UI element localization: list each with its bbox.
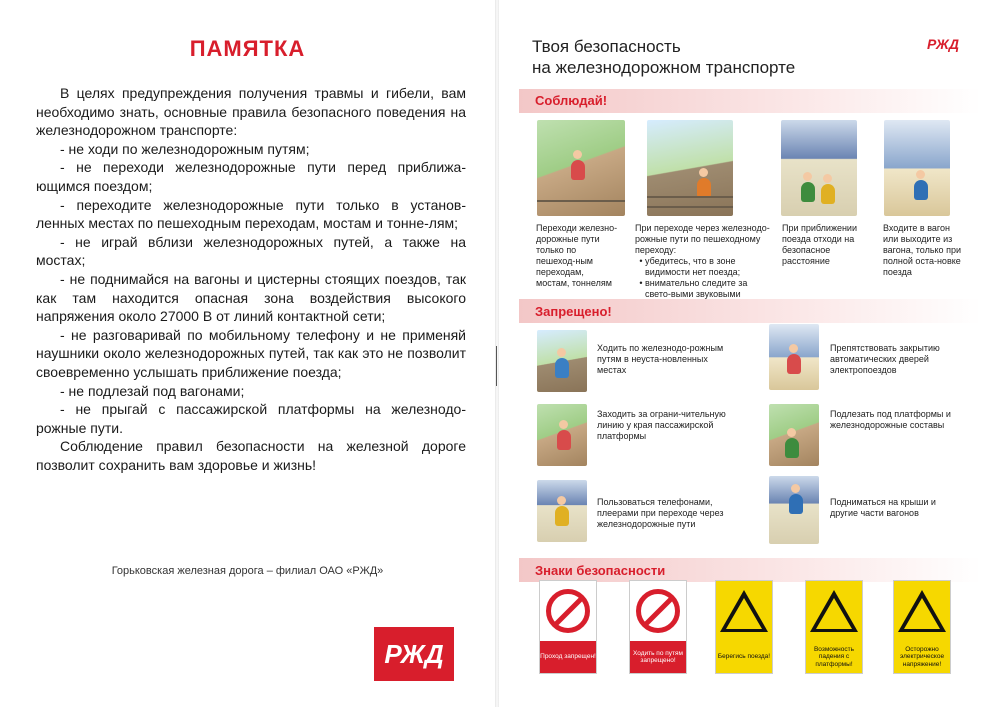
forbidden-heading: Запрещено! xyxy=(535,304,612,319)
right-page xyxy=(499,0,981,707)
sign-no-walking-tracks xyxy=(629,580,687,674)
observe-bullet: • убедитесь, что в зоне видимости нет поезда; xyxy=(645,256,773,278)
observe-caption: При переходе через железнодо-рожные пути по пешеходному переходу: • убедитесь, что в зоне видимости нет поезда; • внимательно следите за свето-выми звуковыми xyxy=(635,223,773,311)
memo-title: ПАМЯТКА xyxy=(189,36,306,61)
sign-label: Берегись поезда! xyxy=(716,641,772,673)
forbidden-item: Заходить за ограни-чительную линию у края пассажирской платформы xyxy=(597,409,726,441)
illustration-pedestrian-crossing xyxy=(647,120,733,216)
train-warning-icon xyxy=(720,590,768,632)
sign-label: Проход запрещен! xyxy=(540,641,596,673)
memo-rule: - не прыгай с пассажирской платформы на железнодо-рожные пути. xyxy=(36,401,466,436)
memo-rule: - не переходи железнодорожные пути перед приближа-ющимся поездом; xyxy=(36,159,466,194)
memo-rule: - переходите железнодорожные пути только в установ-ленных местах по пешеходным переходам, мостам и тонне-лям; xyxy=(36,196,466,232)
forbidden-item: Препятствовать закрытию автоматических дверей электропоездов xyxy=(830,343,940,375)
memo-rule: - не подлезай под вагонами; xyxy=(60,382,245,399)
observe-caption: Входите в вагон или выходите из вагона, только при полной оста-новке поезда xyxy=(883,223,961,277)
sign-label: Возможность падения с платформы! xyxy=(806,641,862,673)
sign-platform-fall xyxy=(805,580,863,674)
safety-title-line2: на железнодорожном транспорте xyxy=(532,58,796,77)
observe-caption: При приближении поезда отходи на безопасное расстояние xyxy=(782,223,857,266)
forbidden-item: Подниматься на крыши и другие части вагонов xyxy=(830,497,936,518)
memo-rule: - не разговаривай по мобильному телефону и не применяй наушники около железнодорожных путей, так как это не позволит своевременно услышать приближение поезда; xyxy=(36,326,466,380)
high-voltage-icon xyxy=(898,590,946,632)
forbidden-item: Пользоваться телефонами, плеерами при переходе через железнодорожные пути xyxy=(597,497,724,529)
illustration-train-approaching xyxy=(781,120,857,216)
illustration-bridge-crossing xyxy=(537,120,625,216)
sign-high-voltage xyxy=(893,580,951,674)
rzd-logo-small: РЖД xyxy=(927,36,959,52)
rzd-logo: РЖД xyxy=(374,627,454,681)
forbidden-item: Подлезать под платформы и железнодорожные составы xyxy=(830,409,951,430)
illustration-climbing-roof xyxy=(769,476,819,544)
illustration-platform-edge xyxy=(537,404,587,466)
illustration-train-doors xyxy=(769,324,819,390)
signs-heading: Знаки безопасности xyxy=(535,563,666,578)
observe-bullet: • внимательно следите за свето-выми звуковыми xyxy=(645,278,773,311)
illustration-train-boarding xyxy=(884,120,950,216)
forbidden-item: Ходить по железнодо-рожным путям в неуста-новленных местах xyxy=(597,343,724,375)
observe-heading: Соблюдай! xyxy=(535,93,608,108)
illustration-walking-on-tracks xyxy=(537,330,587,392)
no-pedestrian-icon xyxy=(546,589,590,633)
sign-label: Ходить по путям запрещено! xyxy=(630,641,686,673)
fold-mark xyxy=(496,346,497,386)
memo-body xyxy=(36,84,466,474)
memo-footer: Горьковская железная дорога – филиал ОАО «РЖД» xyxy=(111,565,384,577)
sign-beware-train xyxy=(715,580,773,674)
memo-rule: - не поднимайся на вагоны и цистерны стоящих поездов, так как там находится опасная зона воздействия высокого напряжения около 27000 В от линий контактной сети; xyxy=(36,270,466,325)
observe-caption: Переходи железно-дорожные пути только по пешеход-ным переходам, мостам, тоннелям xyxy=(536,223,618,288)
safety-title-line1: Твоя безопасность xyxy=(532,37,681,56)
illustration-phone-on-tracks xyxy=(537,480,587,542)
illustration-under-platform xyxy=(769,404,819,466)
memo-rule: - не ходи по железнодорожным путям; xyxy=(60,140,310,157)
sign-no-passage xyxy=(539,580,597,674)
memo-rule: - не играй вблизи железнодорожных путей, а также на мостах; xyxy=(36,233,466,269)
sign-label: Осторожно электрическое напряжение! xyxy=(894,641,950,673)
memo-intro: В целях предупреждения получения травмы и гибели, вам необходимо знать, основные правила безопасного поведения на железнодорожном транспорте: xyxy=(36,85,466,139)
safety-title xyxy=(532,36,795,78)
memo-closing: Соблюдение правил безопасности на железной дороге позволит сохранить вам здоровье и жизнь! xyxy=(36,438,466,473)
no-walking-on-tracks-icon xyxy=(636,589,680,633)
platform-fall-icon xyxy=(810,590,858,632)
